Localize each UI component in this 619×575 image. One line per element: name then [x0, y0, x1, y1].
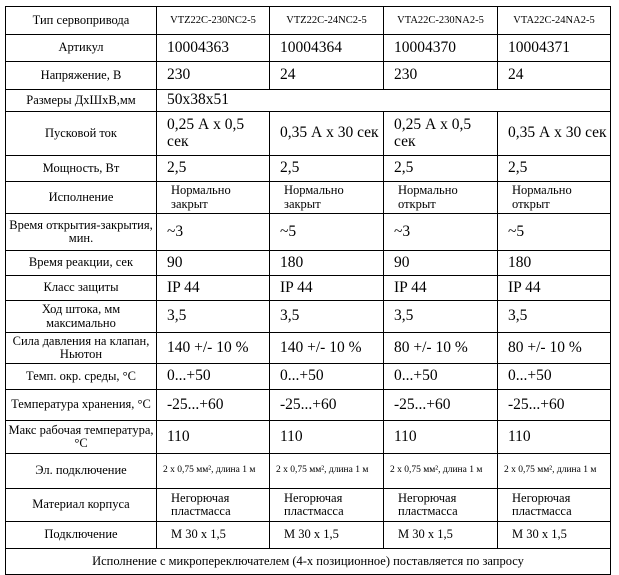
- row-value: 10004371: [498, 35, 611, 62]
- row-label: Эл. подключение: [6, 454, 157, 489]
- header-row: [6, 7, 611, 35]
- row-value: М 30 х 1,5: [384, 522, 498, 549]
- row-value: 2,5: [384, 156, 498, 182]
- spec-row: [6, 156, 611, 182]
- row-value: 2,5: [270, 156, 384, 182]
- header-model: VTZ22C-24NC2-5: [270, 7, 384, 35]
- row-value: IP 44: [498, 276, 611, 301]
- row-value: 90: [157, 251, 270, 276]
- row-value: 0,25 А х 0,5 сек: [157, 112, 270, 156]
- row-value: 2 х 0,75 мм², длина 1 м: [384, 454, 498, 489]
- row-value: Негорючая пластмасса: [157, 489, 270, 522]
- row-value: 0...+50: [157, 364, 270, 390]
- row-value: 0...+50: [384, 364, 498, 390]
- row-value: -25...+60: [498, 390, 611, 421]
- row-label: Температура хранения, °С: [6, 390, 157, 421]
- row-label: Время открытия-закрытия, мин.: [6, 214, 157, 251]
- row-value: 2 х 0,75 мм², длина 1 м: [157, 454, 270, 489]
- spec-row: [6, 112, 611, 156]
- footnote-row: [6, 549, 611, 575]
- spec-table-body: [6, 7, 611, 575]
- row-value: М 30 х 1,5: [157, 522, 270, 549]
- row-value: 2,5: [498, 156, 611, 182]
- spec-row: [6, 251, 611, 276]
- spec-row: [6, 62, 611, 90]
- row-value: 230: [384, 62, 498, 90]
- spec-row: [6, 421, 611, 454]
- row-label: Ход штока, мм максимально: [6, 301, 157, 333]
- header-type-label: Тип сервопривода: [6, 7, 157, 35]
- row-label: Подключение: [6, 522, 157, 549]
- row-value: ~3: [157, 214, 270, 251]
- row-value: 0...+50: [498, 364, 611, 390]
- row-label: Артикул: [6, 35, 157, 62]
- row-value: 180: [270, 251, 384, 276]
- row-value: 80 +/- 10 %: [498, 333, 611, 364]
- footnote: Исполнение с микропереключателем (4-х позиционное) поставляется по запросу: [6, 549, 611, 575]
- row-label: Мощность, Вт: [6, 156, 157, 182]
- spec-row: [6, 522, 611, 549]
- row-value: -25...+60: [270, 390, 384, 421]
- row-value: 0...+50: [270, 364, 384, 390]
- row-value: Нормально открыт: [498, 182, 611, 214]
- spec-row: [6, 364, 611, 390]
- header-model: VTA22C-230NA2-5: [384, 7, 498, 35]
- row-value: 90: [384, 251, 498, 276]
- row-label: Материал корпуса: [6, 489, 157, 522]
- row-value: 10004363: [157, 35, 270, 62]
- spec-row: [6, 489, 611, 522]
- row-value: 50x38x51: [157, 90, 611, 112]
- spec-row: [6, 90, 611, 112]
- spec-row: [6, 214, 611, 251]
- row-value: М 30 х 1,5: [270, 522, 384, 549]
- spec-row: [6, 276, 611, 301]
- row-label: Пусковой ток: [6, 112, 157, 156]
- row-value: 110: [270, 421, 384, 454]
- row-value: 0,35 А х 30 сек: [270, 112, 384, 156]
- row-value: 2,5: [157, 156, 270, 182]
- row-value: 10004364: [270, 35, 384, 62]
- row-value: ~5: [498, 214, 611, 251]
- header-model: VTZ22C-230NC2-5: [157, 7, 270, 35]
- row-value: Негорючая пластмасса: [498, 489, 611, 522]
- row-value: М 30 х 1,5: [498, 522, 611, 549]
- row-value: 3,5: [270, 301, 384, 333]
- row-value: 110: [157, 421, 270, 454]
- spec-row: [6, 454, 611, 489]
- spec-table: [5, 6, 611, 575]
- row-value: 24: [498, 62, 611, 90]
- row-label: Размеры ДхШхВ,мм: [6, 90, 157, 112]
- row-value: 230: [157, 62, 270, 90]
- row-value: 0,25 А х 0,5 сек: [384, 112, 498, 156]
- row-label: Сила давления на клапан, Ньютон: [6, 333, 157, 364]
- row-value: 140 +/- 10 %: [157, 333, 270, 364]
- row-label: Время реакции, сек: [6, 251, 157, 276]
- spec-row: [6, 182, 611, 214]
- row-value: IP 44: [157, 276, 270, 301]
- row-label: Темп. окр. среды, °С: [6, 364, 157, 390]
- row-value: 2 х 0,75 мм², длина 1 м: [498, 454, 611, 489]
- row-label: Напряжение, В: [6, 62, 157, 90]
- row-value: 80 +/- 10 %: [384, 333, 498, 364]
- row-value: Негорючая пластмасса: [270, 489, 384, 522]
- row-value: -25...+60: [157, 390, 270, 421]
- row-label: Макс рабочая температура, °С: [6, 421, 157, 454]
- row-label: Класс защиты: [6, 276, 157, 301]
- row-value: Нормально закрыт: [157, 182, 270, 214]
- row-value: 3,5: [384, 301, 498, 333]
- spec-row: [6, 390, 611, 421]
- row-label: Исполнение: [6, 182, 157, 214]
- row-value: ~5: [270, 214, 384, 251]
- row-value: IP 44: [384, 276, 498, 301]
- row-value: Нормально открыт: [384, 182, 498, 214]
- row-value: 10004370: [384, 35, 498, 62]
- row-value: 110: [384, 421, 498, 454]
- row-value: 180: [498, 251, 611, 276]
- row-value: 24: [270, 62, 384, 90]
- row-value: 0,35 А х 30 сек: [498, 112, 611, 156]
- row-value: 2 х 0,75 мм², длина 1 м: [270, 454, 384, 489]
- row-value: 110: [498, 421, 611, 454]
- row-value: IP 44: [270, 276, 384, 301]
- spec-row: [6, 301, 611, 333]
- row-value: 140 +/- 10 %: [270, 333, 384, 364]
- row-value: Негорючая пластмасса: [384, 489, 498, 522]
- row-value: -25...+60: [384, 390, 498, 421]
- header-model: VTA22C-24NA2-5: [498, 7, 611, 35]
- row-value: ~3: [384, 214, 498, 251]
- row-value: Нормально закрыт: [270, 182, 384, 214]
- row-value: 3,5: [157, 301, 270, 333]
- spec-row: [6, 333, 611, 364]
- spec-row: [6, 35, 611, 62]
- row-value: 3,5: [498, 301, 611, 333]
